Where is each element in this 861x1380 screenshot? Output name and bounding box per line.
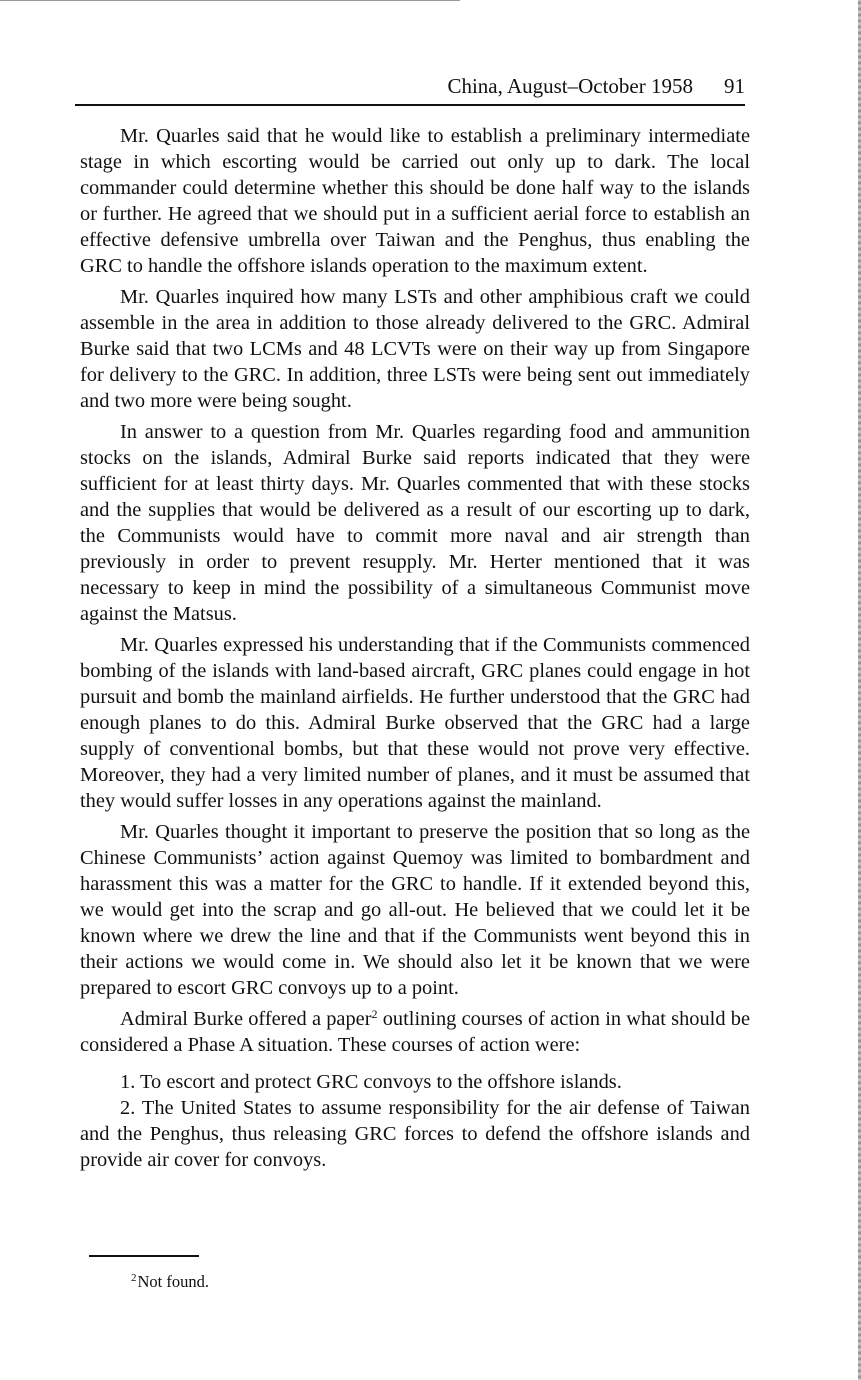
footnote <box>131 1271 209 1293</box>
burke-paragraph-lead: Admiral Burke offered a paper <box>120 1008 372 1030</box>
paragraph-quarles-intermediate-stage: Mr. Quarles said that he would like to establish a preliminary intermediate stage in which escorting would be carried out only up to dark. The local commander could determine whether this should be done half way to the islands or further. He agreed that we should put in a sufficient aerial force to establish an effective defensive umbrella over Taiwan and the Penghus, thus enabling the GRC to handle the offshore islands operation to the maximum extent. <box>80 125 750 277</box>
footnote-reference-marker: 2 <box>371 1007 378 1021</box>
paragraph-amphibious-craft: Mr. Quarles inquired how many LSTs and other amphibious craft we could assemble in the area in addition to those already delivered to the GRC. Admiral Burke said that two LCMs and 48 LCVTs were on their way up from Singapore for delivery to the GRC. In addition, three LSTs were being sent out immediately and two more were being sought. <box>80 286 750 412</box>
courses-of-action-list <box>80 1069 750 1173</box>
paragraph-quemoy-position: Mr. Quarles thought it important to preserve the position that so long as the Chinese Communists’ action against Quemoy was limited to bombardment and harassment this was a matter for the GRC to handle. If it extended beyond this, we would get into the scrap and go all-out. He believed that we could let it be known where we drew the line and that if the Communists went beyond this in their actions we would come in. We should also let it be known that we were prepared to escort GRC convoys up to a point. <box>80 821 750 999</box>
document-body <box>80 123 750 1173</box>
footnote-text: Not found. <box>137 1272 209 1291</box>
list-item-escort-convoys: 1. To escort and protect GRC convoys to the offshore islands. <box>120 1071 622 1093</box>
footnote-number: 2 <box>131 1272 137 1284</box>
footnote-divider <box>89 1255 199 1257</box>
paragraph-hot-pursuit: Mr. Quarles expressed his understanding that if the Communists commenced bombing of the islands with land-based aircraft, GRC planes could engage in hot pursuit and bomb the mainland airfields. He further understood that the GRC had enough planes to do this. Admiral Burke observed that the GRC had a large supply of conventional bombs, but that these would not prove very effective. Moreover, they had a very limited number of planes, and it must be assumed that they would suffer losses in any operations against the mainland. <box>80 634 750 812</box>
running-title: China, August–October 1958 <box>447 74 693 98</box>
paragraph-burke-paper <box>80 1006 750 1058</box>
burke-paragraph-rest: outlining courses of action in what should be considered a Phase A situation. These courses of action were: <box>80 1008 750 1056</box>
paragraph-food-ammunition: In answer to a question from Mr. Quarles regarding food and ammunition stocks on the islands, Admiral Burke said reports indicated that they were sufficient for at least thirty days. Mr. Quarles commented that with these stocks and the supplies that would be delivered as a result of our escorting up to dark, the Communists would have to commit more naval and air strength than previously in order to prevent resupply. Mr. Herter mentioned that it was necessary to keep in mind the possibility of a simultaneous Communist move against the Matsus. <box>80 421 750 625</box>
running-header <box>75 73 745 106</box>
page-number: 91 <box>724 74 745 98</box>
scan-top-edge <box>0 0 460 1</box>
list-item-air-defense: 2. The United States to assume responsibility for the air defense of Taiwan and the Penghus, thus releasing GRC forces to defend the offshore islands and provide air cover for convoys. <box>80 1097 750 1171</box>
